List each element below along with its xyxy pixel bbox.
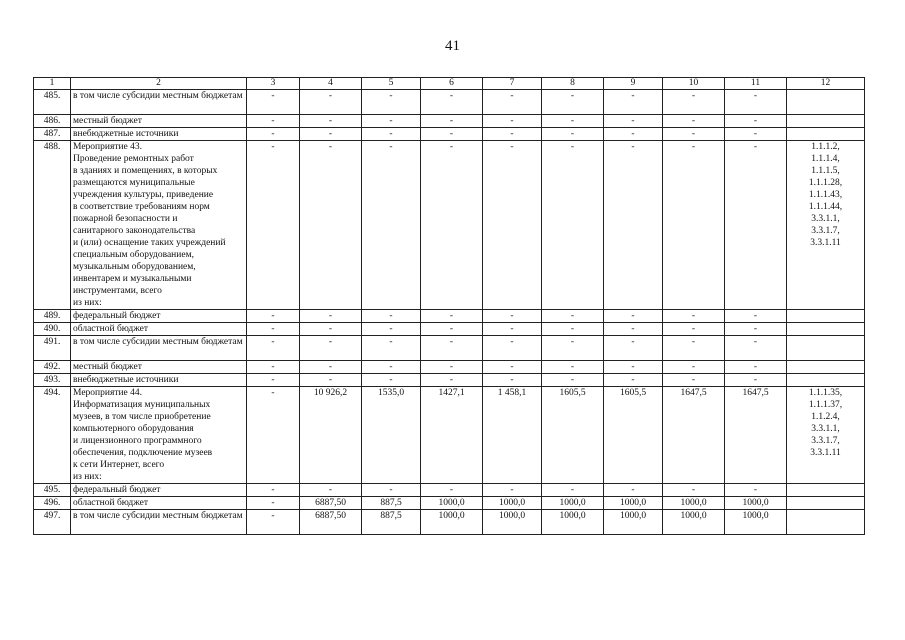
value-cell: - — [300, 115, 362, 128]
row-number: 490. — [34, 323, 71, 336]
value-cell: - — [247, 484, 300, 497]
row-number: 497. — [34, 510, 71, 535]
value-cell: - — [362, 361, 421, 374]
value-cell: - — [483, 90, 542, 115]
value-cell: - — [542, 374, 604, 387]
value-cell: - — [604, 484, 663, 497]
row-description: в том числе субсидии местным бюджетам — [71, 90, 247, 115]
value-cell: 1000,0 — [421, 510, 483, 535]
value-cell: - — [663, 374, 725, 387]
value-cell: - — [483, 115, 542, 128]
target-codes — [787, 374, 865, 387]
value-cell: 887,5 — [362, 497, 421, 510]
value-cell: - — [247, 128, 300, 141]
value-cell: - — [362, 141, 421, 310]
value-cell: 1000,0 — [663, 510, 725, 535]
target-codes — [787, 336, 865, 361]
value-cell: - — [725, 323, 787, 336]
value-cell: - — [362, 128, 421, 141]
value-cell: 887,5 — [362, 510, 421, 535]
value-cell: - — [421, 310, 483, 323]
value-cell: - — [725, 374, 787, 387]
budget-table — [33, 77, 865, 535]
value-cell: - — [421, 374, 483, 387]
value-cell: - — [300, 323, 362, 336]
row-number: 495. — [34, 484, 71, 497]
value-cell: - — [663, 336, 725, 361]
value-cell: - — [604, 141, 663, 310]
value-cell: - — [725, 90, 787, 115]
row-number: 486. — [34, 115, 71, 128]
value-cell: - — [300, 336, 362, 361]
value-cell: - — [725, 484, 787, 497]
value-cell: - — [247, 387, 300, 484]
value-cell: - — [483, 128, 542, 141]
row-description: местный бюджет — [71, 115, 247, 128]
row-number: 489. — [34, 310, 71, 323]
value-cell: - — [483, 336, 542, 361]
value-cell: - — [542, 484, 604, 497]
value-cell: 1000,0 — [421, 497, 483, 510]
row-number: 487. — [34, 128, 71, 141]
value-cell: - — [542, 128, 604, 141]
row-number: 496. — [34, 497, 71, 510]
value-cell: - — [663, 141, 725, 310]
column-header: 1 — [34, 78, 71, 90]
target-codes — [787, 497, 865, 510]
value-cell: - — [542, 323, 604, 336]
target-codes: 1.1.1.2, 1.1.1.4, 1.1.1.5, 1.1.1.28, 1.1.1.43, 1.1.1.44, 3.3.1.1, 3.3.1.7, 3.3.1.11 — [787, 141, 865, 310]
column-header: 10 — [663, 78, 725, 90]
value-cell: - — [421, 336, 483, 361]
row-description: федеральный бюджет — [71, 484, 247, 497]
row-description: местный бюджет — [71, 361, 247, 374]
target-codes — [787, 484, 865, 497]
value-cell: - — [300, 374, 362, 387]
row-description: внебюджетные источники — [71, 128, 247, 141]
value-cell: 1647,5 — [663, 387, 725, 484]
value-cell: - — [604, 90, 663, 115]
table-row — [34, 387, 865, 484]
value-cell: 6887,50 — [300, 497, 362, 510]
column-header: 5 — [362, 78, 421, 90]
value-cell: - — [604, 323, 663, 336]
table-row — [34, 484, 865, 497]
target-codes — [787, 361, 865, 374]
value-cell: - — [247, 374, 300, 387]
value-cell: - — [421, 141, 483, 310]
value-cell: - — [604, 361, 663, 374]
table-row — [34, 90, 865, 115]
value-cell: - — [247, 323, 300, 336]
value-cell: 10 926,2 — [300, 387, 362, 484]
value-cell: - — [604, 310, 663, 323]
column-header: 7 — [483, 78, 542, 90]
row-number: 494. — [34, 387, 71, 484]
table-row — [34, 361, 865, 374]
value-cell: - — [247, 310, 300, 323]
value-cell: 1605,5 — [542, 387, 604, 484]
target-codes — [787, 90, 865, 115]
column-header: 11 — [725, 78, 787, 90]
value-cell: - — [483, 361, 542, 374]
value-cell: 1647,5 — [725, 387, 787, 484]
value-cell: 1000,0 — [483, 497, 542, 510]
column-header: 4 — [300, 78, 362, 90]
value-cell: - — [663, 90, 725, 115]
value-cell: 1605,5 — [604, 387, 663, 484]
value-cell: - — [300, 128, 362, 141]
table-row — [34, 310, 865, 323]
value-cell: - — [725, 141, 787, 310]
value-cell: 1000,0 — [483, 510, 542, 535]
column-header: 9 — [604, 78, 663, 90]
value-cell: - — [725, 310, 787, 323]
value-cell: - — [663, 361, 725, 374]
value-cell: - — [725, 128, 787, 141]
table-row — [34, 128, 865, 141]
value-cell: - — [542, 90, 604, 115]
table-row — [34, 336, 865, 361]
value-cell: - — [247, 497, 300, 510]
value-cell: - — [362, 374, 421, 387]
target-codes — [787, 310, 865, 323]
value-cell: - — [604, 374, 663, 387]
target-codes — [787, 323, 865, 336]
value-cell: - — [300, 484, 362, 497]
value-cell: - — [663, 484, 725, 497]
page-number: 41 — [445, 38, 460, 54]
value-cell: - — [362, 323, 421, 336]
value-cell: - — [362, 484, 421, 497]
value-cell: - — [483, 484, 542, 497]
column-header: 6 — [421, 78, 483, 90]
row-number: 485. — [34, 90, 71, 115]
table-row — [34, 323, 865, 336]
value-cell: 1000,0 — [725, 497, 787, 510]
value-cell: - — [604, 128, 663, 141]
value-cell: 1000,0 — [542, 510, 604, 535]
value-cell: - — [542, 310, 604, 323]
value-cell: 1000,0 — [604, 510, 663, 535]
row-number: 488. — [34, 141, 71, 310]
table-row — [34, 141, 865, 310]
value-cell: - — [483, 141, 542, 310]
value-cell: - — [421, 361, 483, 374]
value-cell: - — [483, 374, 542, 387]
value-cell: 6887,50 — [300, 510, 362, 535]
value-cell: - — [542, 141, 604, 310]
row-number: 492. — [34, 361, 71, 374]
row-description: областной бюджет — [71, 497, 247, 510]
value-cell: - — [362, 90, 421, 115]
value-cell: - — [725, 336, 787, 361]
value-cell: 1000,0 — [542, 497, 604, 510]
column-header: 2 — [71, 78, 247, 90]
value-cell: 1000,0 — [663, 497, 725, 510]
value-cell: - — [247, 90, 300, 115]
value-cell: - — [663, 323, 725, 336]
table-body — [34, 78, 865, 535]
value-cell: - — [247, 115, 300, 128]
value-cell: 1427,1 — [421, 387, 483, 484]
row-description: Мероприятие 44. Информатизация муниципальных музеев, в том числе приобретение компьютерного оборудования и лицензионного программного обеспечения, подключение музеев к сети Интернет, всего из них: — [71, 387, 247, 484]
target-codes — [787, 128, 865, 141]
value-cell: 1000,0 — [725, 510, 787, 535]
target-codes: 1.1.1.35, 1.1.1.37, 1.1.2.4, 3.3.1.1, 3.3.1.7, 3.3.1.11 — [787, 387, 865, 484]
value-cell: - — [604, 115, 663, 128]
column-header: 12 — [787, 78, 865, 90]
value-cell: - — [725, 361, 787, 374]
value-cell: 1000,0 — [604, 497, 663, 510]
value-cell: - — [247, 336, 300, 361]
value-cell: - — [247, 510, 300, 535]
table-row — [34, 374, 865, 387]
value-cell: - — [542, 361, 604, 374]
value-cell: - — [483, 310, 542, 323]
value-cell: - — [362, 336, 421, 361]
table-row — [34, 115, 865, 128]
value-cell: - — [247, 141, 300, 310]
value-cell: 1 458,1 — [483, 387, 542, 484]
value-cell: - — [362, 310, 421, 323]
value-cell: - — [300, 90, 362, 115]
table-row — [34, 497, 865, 510]
target-codes — [787, 510, 865, 535]
value-cell: - — [300, 141, 362, 310]
row-description: внебюджетные источники — [71, 374, 247, 387]
row-number: 491. — [34, 336, 71, 361]
value-cell: - — [725, 115, 787, 128]
value-cell: - — [604, 336, 663, 361]
value-cell: - — [362, 115, 421, 128]
value-cell: - — [421, 323, 483, 336]
value-cell: - — [542, 336, 604, 361]
table-row — [34, 510, 865, 535]
value-cell: - — [663, 128, 725, 141]
value-cell: - — [247, 361, 300, 374]
value-cell: - — [421, 90, 483, 115]
value-cell: - — [421, 115, 483, 128]
row-number: 493. — [34, 374, 71, 387]
row-description: областной бюджет — [71, 323, 247, 336]
column-header: 3 — [247, 78, 300, 90]
value-cell: - — [421, 484, 483, 497]
value-cell: 1535,0 — [362, 387, 421, 484]
value-cell: - — [663, 310, 725, 323]
row-description: в том числе субсидии местным бюджетам — [71, 510, 247, 535]
row-description: Мероприятие 43. Проведение ремонтных работ в зданиях и помещениях, в которых размещаются муниципальные учреждения культуры, приведение в соответствие требованиям норм пожарной безопасности и санитарного законодательства и (или) оснащение таких учреждений специальным оборудованием, музыкальным оборудованием, инвентарем и музыкальными инструментами, всего из них: — [71, 141, 247, 310]
target-codes — [787, 115, 865, 128]
column-header: 8 — [542, 78, 604, 90]
header-row — [34, 78, 865, 90]
value-cell: - — [542, 115, 604, 128]
row-description: в том числе субсидии местным бюджетам — [71, 336, 247, 361]
row-description: федеральный бюджет — [71, 310, 247, 323]
value-cell: - — [300, 361, 362, 374]
value-cell: - — [421, 128, 483, 141]
value-cell: - — [663, 115, 725, 128]
value-cell: - — [483, 323, 542, 336]
value-cell: - — [300, 310, 362, 323]
